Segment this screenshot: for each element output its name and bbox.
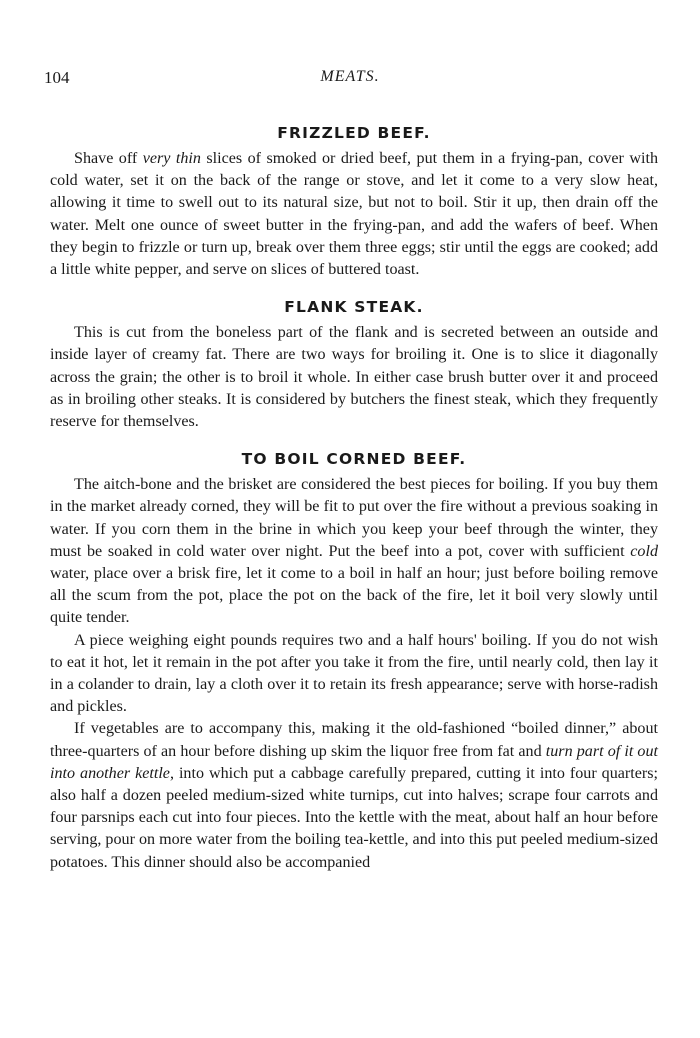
section-heading: MEATS. [320,68,380,85]
recipe-title: TO BOIL CORNED BEEF. [241,450,467,469]
recipe-section [50,118,658,281]
text-run: A piece weighing eight pounds requires two and a half hours' boiling. If you do not wish to eat it hot, let it remain in the pot after you take it from the fire, until nearly cold, then lay it in a colander to drain, lay a cloth over it to retain its fresh appearance; serve with horse-radish and pickles. [50,631,658,716]
text-run: Shave off [74,150,143,167]
italic-text: turn part of it out into another kettle [50,742,658,782]
recipe-paragraph [50,148,658,281]
recipe-title: FRIZZLED BEEF. [277,124,431,142]
italic-text: very thin [142,150,201,167]
recipe-paragraph [50,718,658,873]
text-run: , into which put a cabbage carefully prepared, cutting it into four quarters; also half a dozen peeled medium-sized white turnips, cut into halves; scrape four carrots and four parsnips each cut into four pieces. Into the kettle with the meat, about half an hour before serving, pour on more water from the boiling tea-kettle, and into this put peeled medium-sized potatoes. This dinner should also be accompanied [50,764,658,871]
text-run: If vegetables are to accompany this, making it the old-fashioned “boiled dinner,” about three-quarters of an hour before dishing up skim the liquor free from fat and [50,720,658,760]
text-run: This is cut from the boneless part of the flank and is secreted between an outside and inside layer of creamy fat. There are two ways for broiling it. One is to slice it diagonally across the grain; the other is to broil it whole. In either case brush butter over it and proceed as in broiling other steaks. It is considered by butchers the finest steak, which they frequently reserve for themselves. [50,324,658,431]
text-run: The aitch-bone and the brisket are considered the best pieces for boiling. If you buy them in the market already corned, they will be fit to put over the fire without a previous soaking in water. If you corn them in the brine in which you keep your beef through the winter, they must be soaked in cold water over night. Put the beef into a pot, cover with sufficient [50,476,658,560]
italic-text: cold [630,542,658,560]
page-content [50,118,658,874]
running-head [44,68,656,92]
recipe-title: FLANK STEAK. [284,298,424,317]
recipe-paragraph [50,474,658,629]
recipe-section [50,292,658,433]
text-run: slices of smoked or dried beef, put them in a frying-pan, cover with cold water, set it on the back of the range or stove, and let it come to a very slow heat, allowing it time to swell out to its natural size, but not to boil. Stir it up, then drain off the water. Melt one ounce of sweet butter in the frying-pan, and add the wafers of beef. When they begin to frizzle or turn up, break over them three eggs; stir until the eggs are cooked; add a little white pepper, and serve on slices of buttered toast. [50,150,658,279]
recipe-section [50,444,658,874]
recipe-paragraph [50,322,658,433]
recipe-paragraph [50,630,658,719]
text-run: water, place over a brisk fire, let it come to a boil in half an hour; just before boiling remove all the scum from the pot, place the pot on the back of the fire, let it boil very slowly until quite tender. [50,565,658,627]
page-number: 104 [44,68,70,87]
